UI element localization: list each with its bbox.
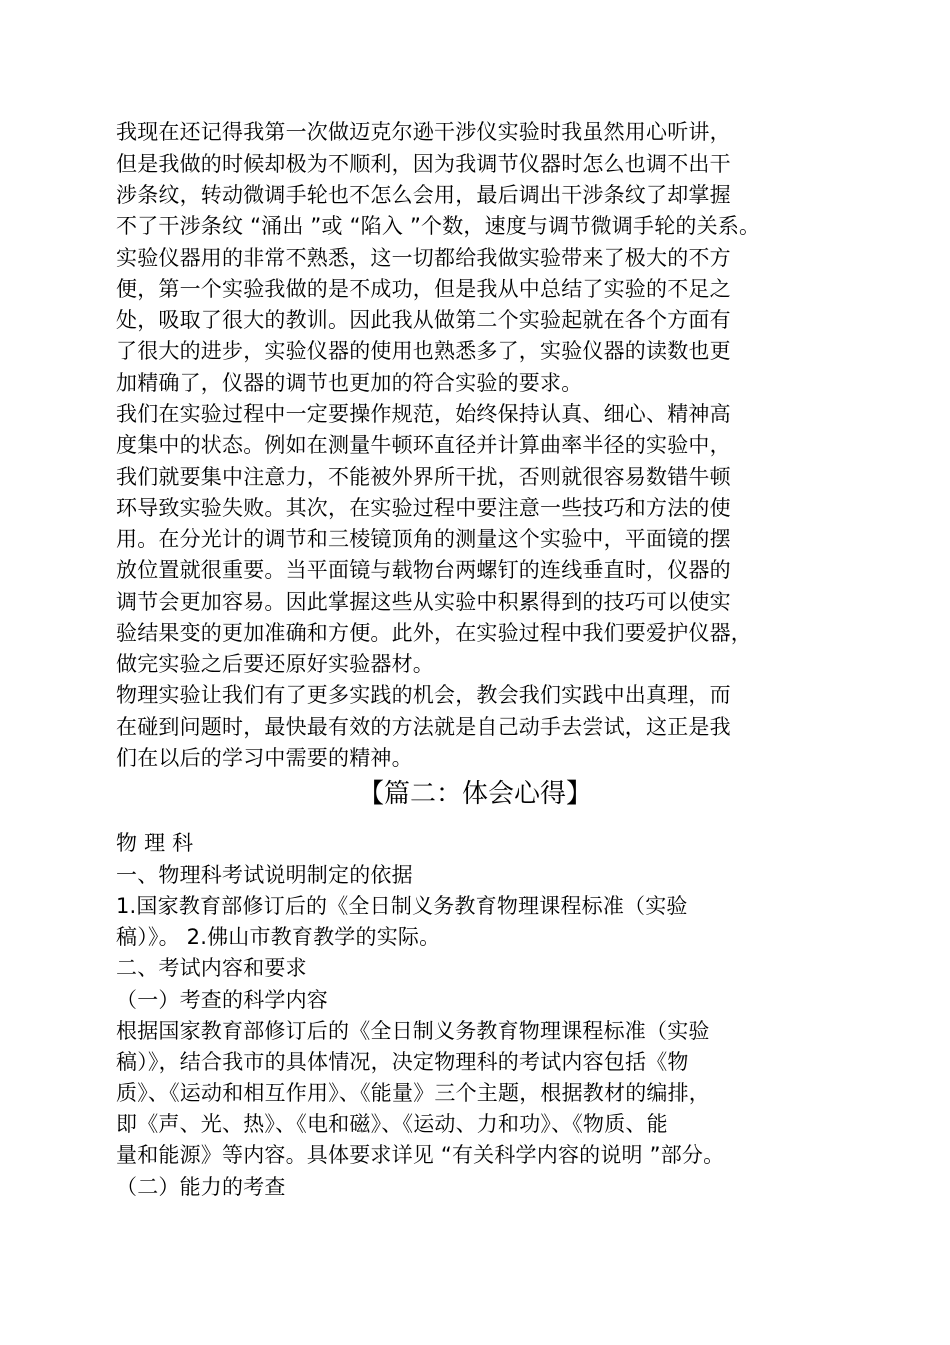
text-line: 二、考试内容和要求	[116, 956, 307, 980]
text-line: 量和能源》等内容。具体要求详见 “有关科学内容的说明 ”部分。	[116, 1143, 725, 1167]
text-line: （一）考查的科学内容	[116, 988, 328, 1012]
text-line: 用。在分光计的调节和三棱镜顶角的测量这个实验中，平面镜的摆	[116, 527, 731, 551]
text-line: 度集中的状态。例如在测量牛顿环直径并计算曲率半径的实验中，	[116, 433, 731, 457]
text-line: 质》、《运动和相互作用》、《能量》三个主题，根据教材的编排，	[116, 1081, 710, 1105]
text-line: 物理实验让我们有了更多实践的机会，教会我们实践中出真理，而	[116, 683, 731, 707]
text-line: 稿）》。 2.佛山市教育教学的实际。	[116, 925, 441, 949]
text-line: 了很大的进步，实验仪器的使用也熟悉多了，实验仪器的读数也更	[116, 339, 731, 363]
text-line: 我们就要集中注意力，不能被外界所干扰，否则就很容易数错牛顿	[116, 465, 731, 489]
text-line: 加精确了，仪器的调节也更加的符合实验的要求。	[116, 371, 583, 395]
text-line: 一、物理科考试说明制定的依据	[116, 863, 413, 887]
text-line: 实验仪器用的非常不熟悉，这一切都给我做实验带来了极大的不方	[116, 246, 731, 270]
text-line: 我现在还记得我第一次做迈克尔逊干涉仪实验时我虽然用心听讲，	[116, 120, 731, 144]
text-line: 处，吸取了很大的教训。因此我从做第二个实验起就在各个方面有	[116, 308, 731, 332]
text-line: 环导致实验失败。其次，在实验过程中要注意一些技巧和方法的使	[116, 496, 731, 520]
text-line: 不了干涉条纹 “涌出 ”或 “陷入 ”个数，速度与调节微调手轮的关系。	[116, 214, 761, 238]
text-line: 即《声、光、热》、《电和磁》、《运动、力和功》、《物质、能	[116, 1112, 668, 1136]
section-heading: 【篇二：体会心得】	[357, 779, 592, 809]
text-line: 物 理 科	[116, 831, 194, 855]
text-line: 做完实验之后要还原好实验器材。	[116, 652, 434, 676]
text-line: 验结果变的更加准确和方便。此外，在实验过程中我们要爱护仪器，	[116, 621, 752, 645]
text-line: 根据国家教育部修订后的《全日制义务教育物理课程标准（实验	[116, 1019, 710, 1043]
text-line: 1.国家教育部修订后的《全日制义务教育物理课程标准（实验	[116, 894, 688, 918]
text-line: （二）能力的考查	[116, 1175, 286, 1199]
text-line: 但是我做的时候却极为不顺利，因为我调节仪器时怎么也调不出干	[116, 152, 731, 176]
text-line: 我们在实验过程中一定要操作规范，始终保持认真、细心、精神高	[116, 402, 731, 426]
text-line: 便，第一个实验我做的是不成功，但是我从中总结了实验的不足之	[116, 277, 731, 301]
text-line: 调节会更加容易。因此掌握这些从实验中积累得到的技巧可以使实	[116, 590, 731, 614]
text-line: 在碰到问题时，最快最有效的方法就是自己动手去尝试，这正是我	[116, 715, 731, 739]
text-line: 稿）》，结合我市的具体情况，决定物理科的考试内容包括《物	[116, 1050, 689, 1074]
text-line: 涉条纹，转动微调手轮也不怎么会用，最后调出干涉条纹了却掌握	[116, 183, 731, 207]
text-line: 们在以后的学习中需要的精神。	[116, 746, 413, 770]
text-line: 放位置就很重要。当平面镜与载物台两螺钉的连线垂直时，仪器的	[116, 558, 731, 582]
